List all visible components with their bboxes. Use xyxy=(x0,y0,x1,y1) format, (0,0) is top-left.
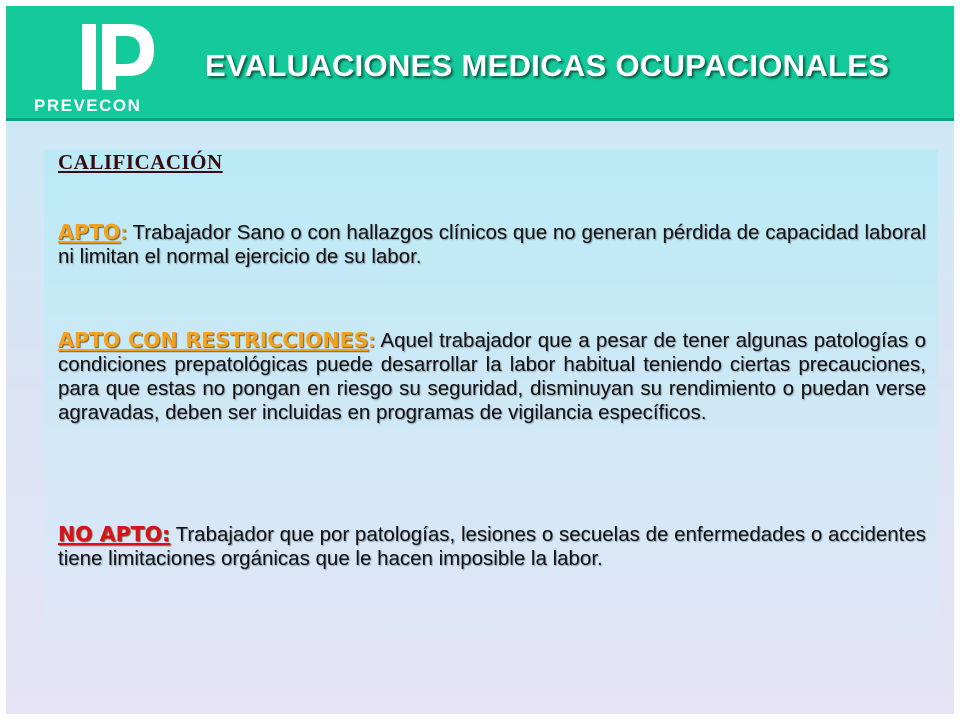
logo-text: PREVECON xyxy=(34,96,142,115)
term-no-apto: NO APTO: xyxy=(58,522,171,546)
definition-apto-con-restricciones xyxy=(58,328,926,425)
term-apto-con-restricciones-colon: : xyxy=(368,329,376,352)
term-apto-con-restricciones: APTO CON RESTRICCIONES xyxy=(58,328,369,352)
term-apto: APTO xyxy=(58,220,121,244)
section-heading: CALIFICACIÓN xyxy=(58,150,223,174)
term-apto-colon: : xyxy=(120,221,128,244)
definition-apto-text: Trabajador Sano o con hallazgos clínicos que no generan pérdida de capacidad laboral ni limitan el normal ejercicio de su labor. xyxy=(58,221,926,268)
page-title: EVALUACIONES MEDICAS OCUPACIONALES xyxy=(205,48,890,83)
definition-no-apto xyxy=(58,522,926,571)
definition-no-apto-text: Trabajador que por patologías, lesiones o secuelas de enfermedades o accidentes tiene limitaciones orgánicas que le hacen imposible la labor. xyxy=(58,523,926,570)
definition-apto xyxy=(58,220,926,269)
definition-apto-con-restricciones-text: Aquel trabajador que a pesar de tener algunas patologías o condiciones prepatológicas puede desarrollar la labor habitual teniendo ciertas precauciones, para que estas no pongan en riesgo su seguridad, disminuyan su rendimiento o puedan verse agravadas, deben ser incluidas en programas de vigilancia específicos. xyxy=(58,329,926,424)
